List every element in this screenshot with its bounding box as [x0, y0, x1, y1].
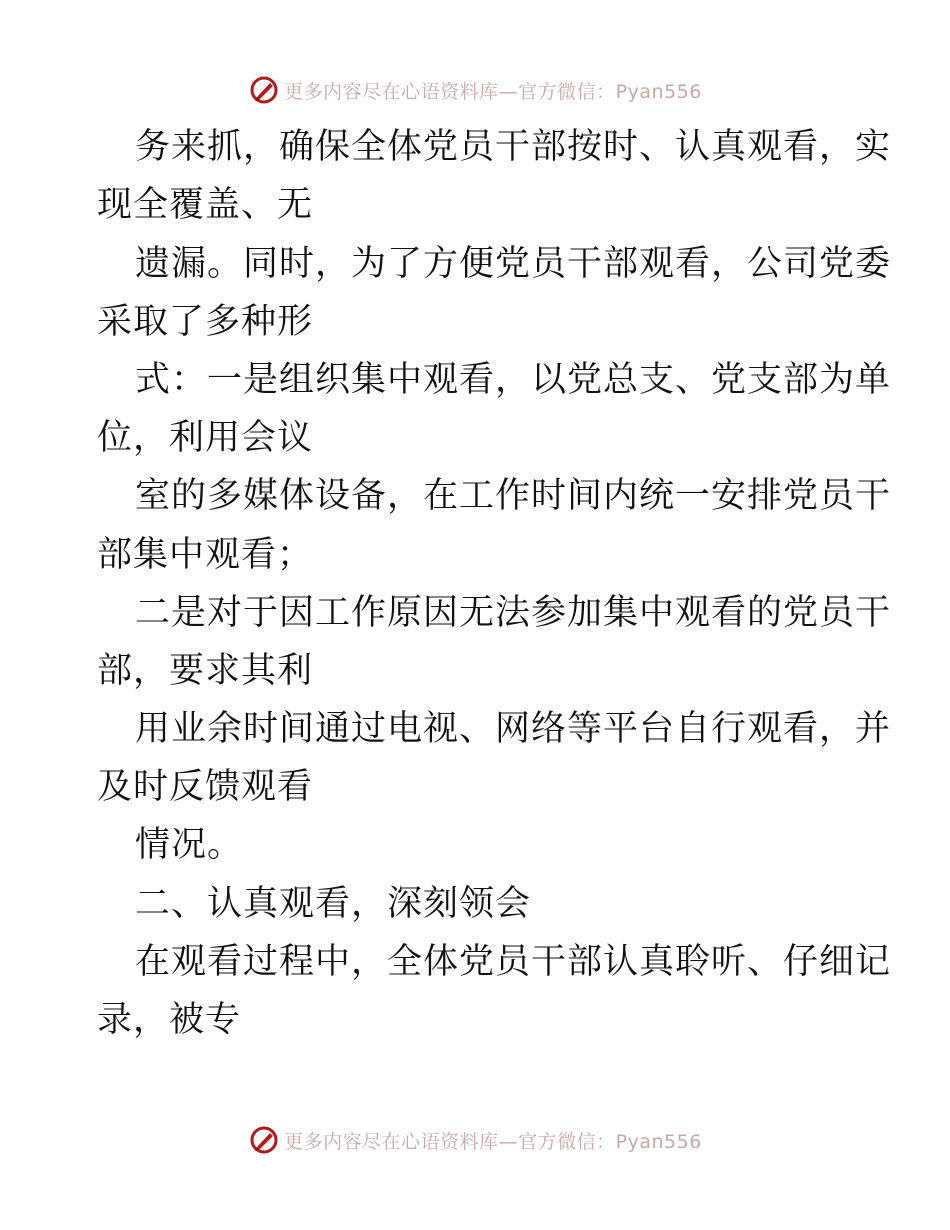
body-line-10: 部，要求其利	[97, 651, 314, 691]
body-line-11: 用业余时间通过电视、网络等平台自行观看，并	[135, 709, 892, 749]
body-line-7: 室的多媒体设备，在工作时间内统一安排党员干	[135, 476, 892, 516]
body-line-2: 现全覆盖、无	[97, 185, 314, 225]
body-line-12: 及时反馈观看	[97, 767, 314, 807]
body-line-9: 二是对于因工作原因无法参加集中观看的党员干	[135, 593, 892, 633]
body-line-15: 在观看过程中，全体党员干部认真聆听、仔细记	[135, 942, 892, 982]
footer-watermark	[0, 1120, 950, 1160]
body-line-4: 采取了多种形	[97, 302, 314, 342]
body-line-13: 情况。	[135, 825, 244, 865]
pen-logo-icon	[248, 74, 280, 106]
section-heading: 二、认真观看，深刻领会	[135, 884, 532, 924]
body-line-6: 位，利用会议	[97, 418, 314, 458]
header-watermark-text: 更多内容尽在心语资料库—官方微信：Pyan556	[284, 80, 702, 103]
body-line-1: 务来抓，确保全体党员干部按时、认真观看，实	[135, 127, 892, 167]
footer-watermark-text: 更多内容尽在心语资料库—官方微信：Pyan556	[284, 1130, 702, 1153]
pen-logo-icon	[248, 1124, 280, 1156]
body-line-8: 部集中观看；	[97, 535, 314, 575]
body-line-16: 录，被专	[97, 1000, 242, 1040]
body-line-3: 遗漏。同时，为了方便党员干部观看，公司党委	[135, 244, 892, 284]
body-line-5: 式：一是组织集中观看，以党总支、党支部为单	[135, 360, 892, 400]
header-watermark	[0, 70, 950, 110]
